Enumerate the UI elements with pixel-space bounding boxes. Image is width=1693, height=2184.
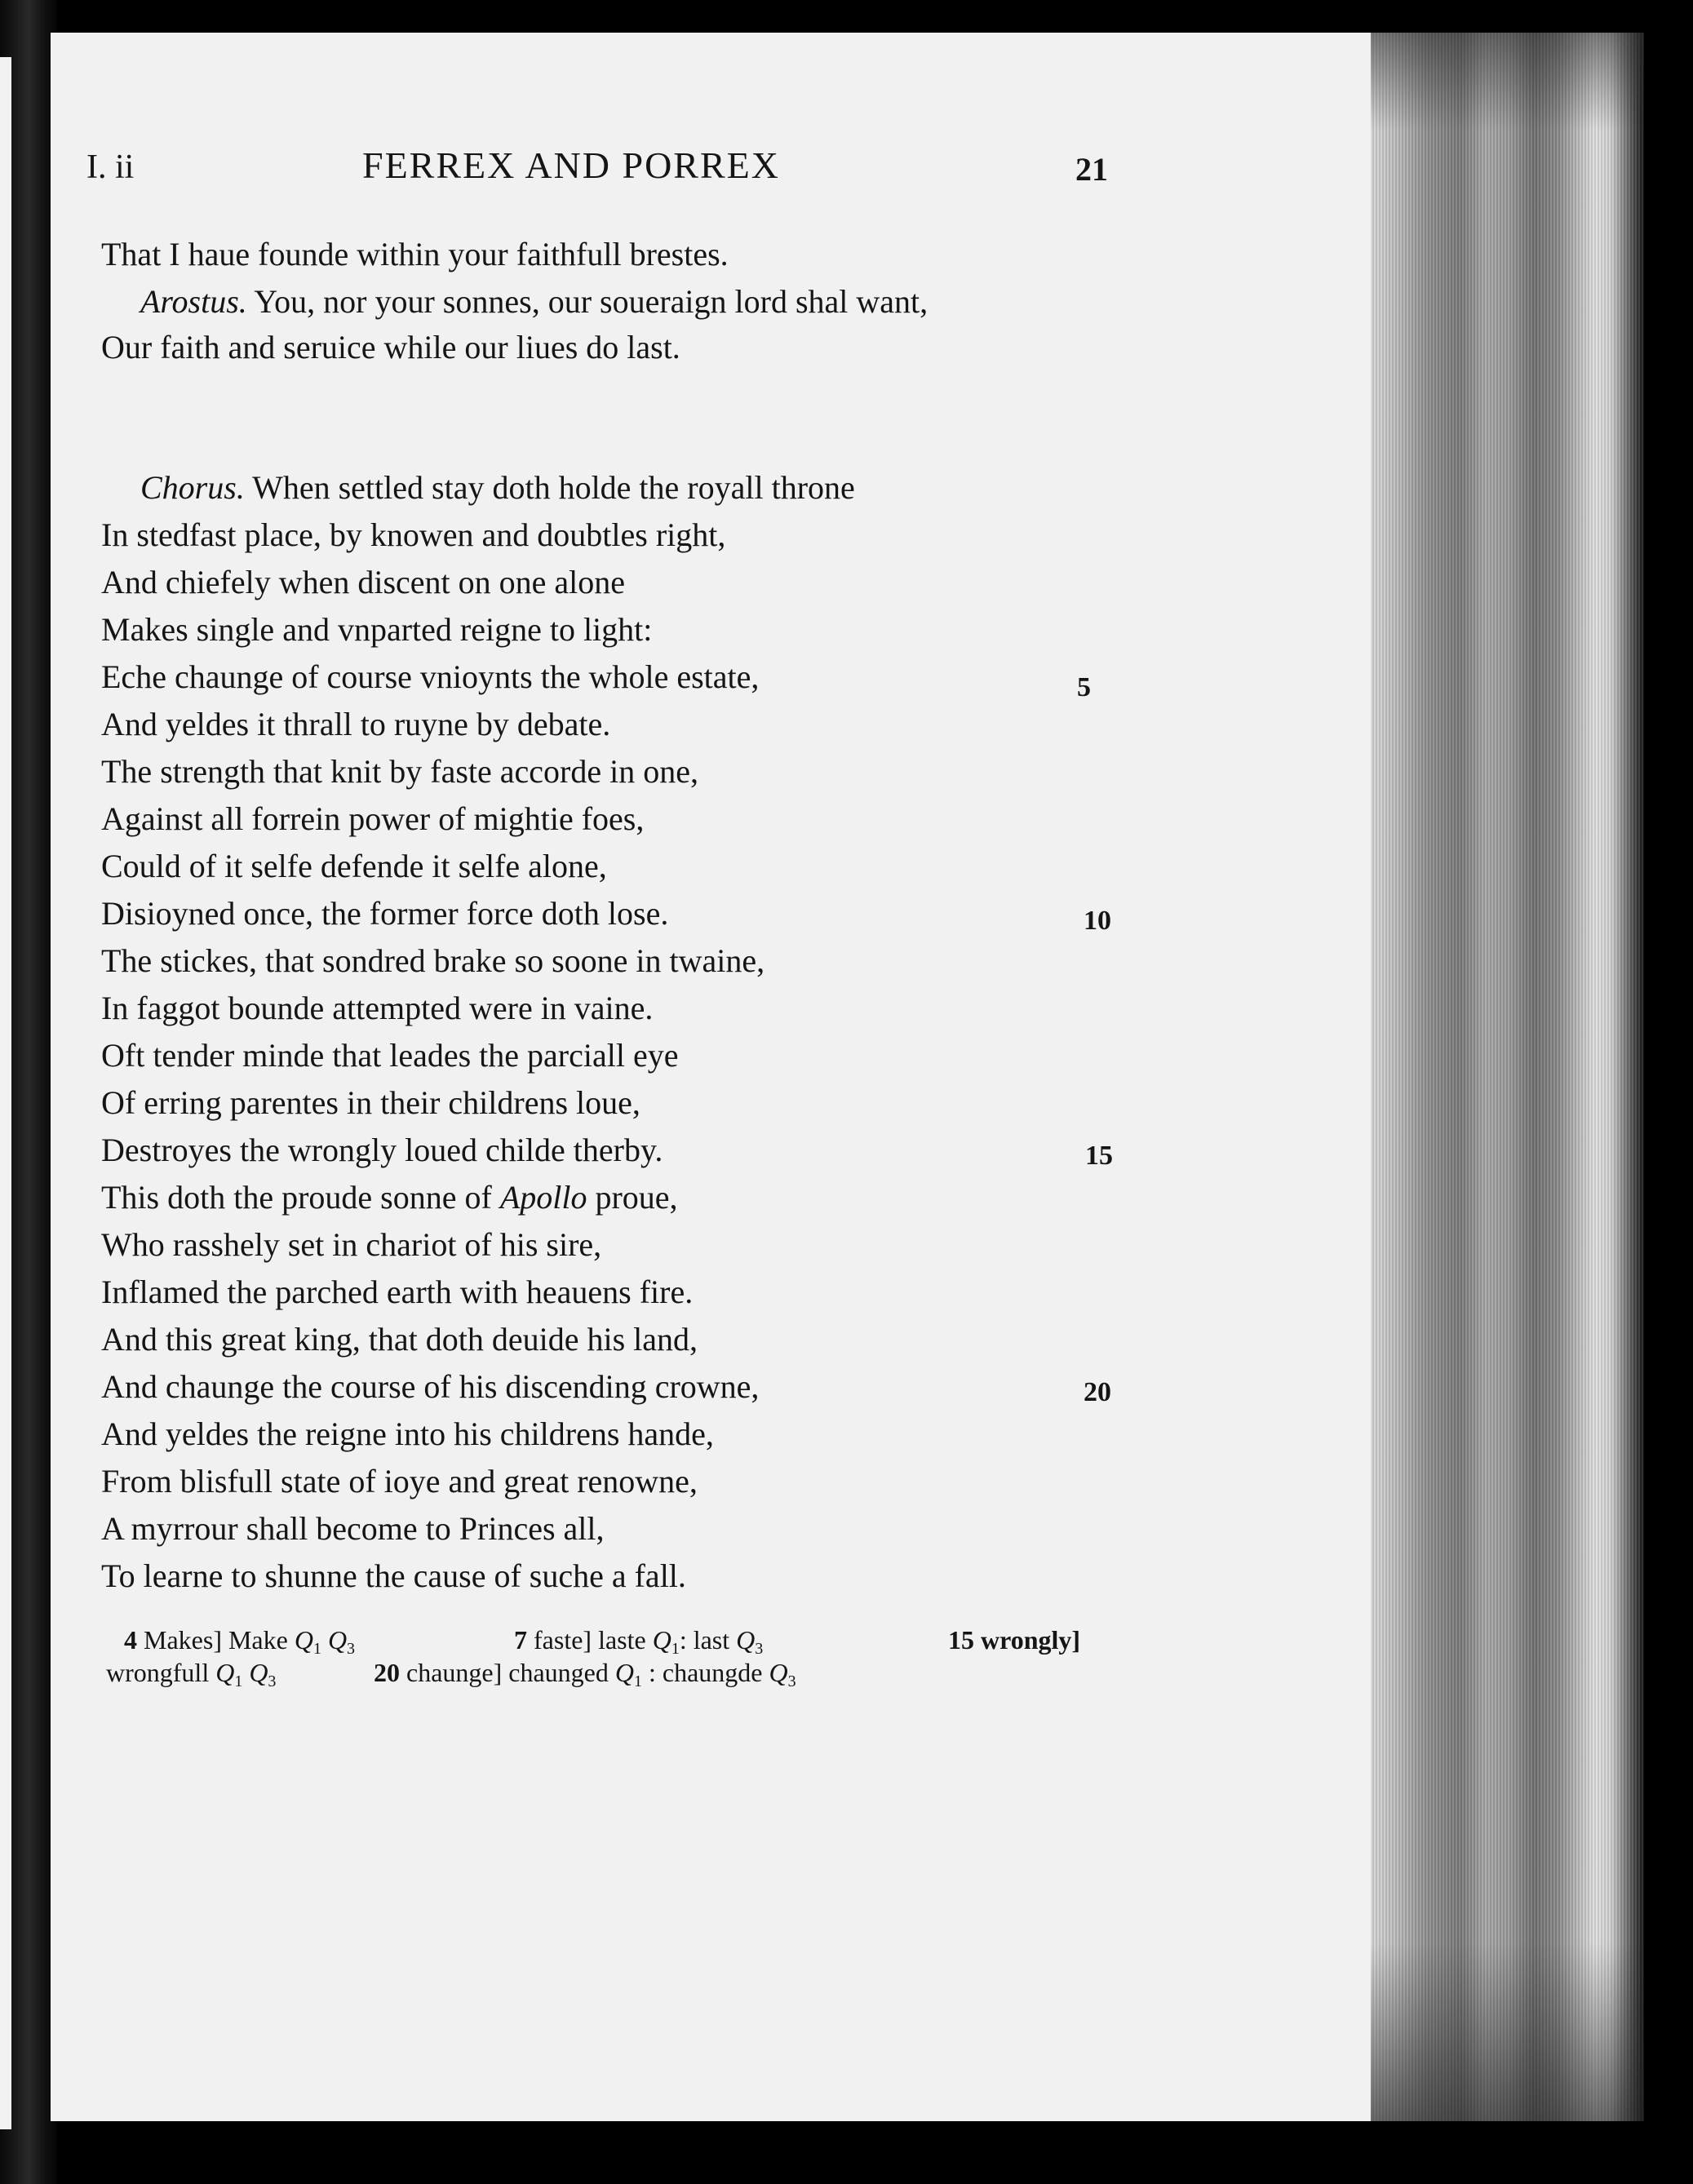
binding-gutter bbox=[0, 0, 57, 2184]
verse-line: Oft tender minde that leades the parciall eye bbox=[101, 1037, 679, 1074]
page-block-edge bbox=[1371, 33, 1644, 2121]
verse-line: That I haue founde within your faithfull brestes. bbox=[101, 236, 729, 272]
verse-line: And yeldes the reigne into his childrens hande, bbox=[101, 1415, 714, 1452]
line-number: 20 bbox=[1084, 1377, 1111, 1407]
textual-note: wrongfull $Q_1$ $Q_3$ bbox=[106, 1658, 277, 1690]
textual-note: 4 Makes] Make $Q_1$ $Q_3$ bbox=[124, 1625, 356, 1658]
verse-line: The stickes, that sondred brake so soone in twaine, bbox=[101, 942, 765, 979]
verse-line: Inflamed the parched earth with heauens fire. bbox=[101, 1274, 694, 1310]
verse-line: Makes single and vnparted reigne to light: bbox=[101, 611, 653, 648]
verse-line: Our faith and seruice while our liues do last. bbox=[101, 329, 680, 365]
textual-note: 7 faste] laste $Q_1$: last $Q_3$ bbox=[514, 1625, 764, 1658]
verse-line: And chiefely when discent on one alone bbox=[101, 564, 626, 600]
verse-line: Destroyes the wrongly loued childe therby. bbox=[101, 1132, 663, 1168]
line-number: 10 bbox=[1084, 906, 1111, 936]
verse-line: And yeldes it thrall to ruyne by debate. bbox=[101, 706, 611, 742]
verse-line: The strength that knit by faste accorde in one, bbox=[101, 753, 698, 790]
textual-note: 15 wrongly] bbox=[948, 1625, 1081, 1655]
verse-line: From blisfull state of ioye and great renowne, bbox=[101, 1463, 698, 1500]
verse-line: Who rasshely set in chariot of his sire, bbox=[101, 1226, 602, 1263]
verse-line: A myrrour shall become to Princes all, bbox=[101, 1510, 605, 1547]
verse-text: You, nor your sonnes, our soueraign lord shal want, bbox=[254, 283, 928, 320]
speaker-name: Arostus. bbox=[140, 283, 247, 320]
facing-page-sliver bbox=[0, 57, 11, 2129]
verse-line: In stedfast place, by knowen and doubtles right, bbox=[101, 516, 726, 553]
line-number: 15 bbox=[1085, 1141, 1113, 1171]
verse-line: And chaunge the course of his discending crowne, bbox=[101, 1368, 760, 1405]
verse-line: Of erring parentes in their childrens loue, bbox=[101, 1084, 640, 1121]
verse-text: proue, bbox=[587, 1179, 678, 1216]
section-reference: I. ii bbox=[86, 148, 135, 186]
textual-note: 20 chaunge] chaunged $Q_1$ : chaungde $Q_3$ bbox=[374, 1658, 796, 1690]
apollo-name: Apollo bbox=[499, 1179, 587, 1216]
verse-line: Disioyned once, the former force doth lose. bbox=[101, 895, 669, 932]
page-number: 21 bbox=[1075, 151, 1108, 188]
speaker-name: Chorus. bbox=[140, 469, 245, 506]
verse-line bbox=[101, 1181, 678, 1214]
verse-line: Against all forrein power of mightie foes, bbox=[101, 800, 645, 837]
verse-line: Could of it selfe defende it selfe alone, bbox=[101, 848, 607, 884]
verse-text: When settled stay doth holde the royall throne bbox=[252, 469, 855, 506]
verse-line: To learne to shunne the cause of suche a fall. bbox=[101, 1557, 686, 1594]
running-title: FERREX AND PORREX bbox=[362, 144, 780, 186]
line-number: 5 bbox=[1077, 672, 1091, 702]
chorus-first-line bbox=[140, 469, 855, 506]
verse-line: And this great king, that doth deuide his land, bbox=[101, 1321, 698, 1358]
verse-line: Eche chaunge of course vnioynts the whole estate, bbox=[101, 658, 760, 695]
verse-line bbox=[140, 283, 928, 320]
verse-text: This doth the proude sonne of bbox=[101, 1179, 500, 1216]
verse-line: In faggot bounde attempted were in vaine. bbox=[101, 990, 654, 1026]
